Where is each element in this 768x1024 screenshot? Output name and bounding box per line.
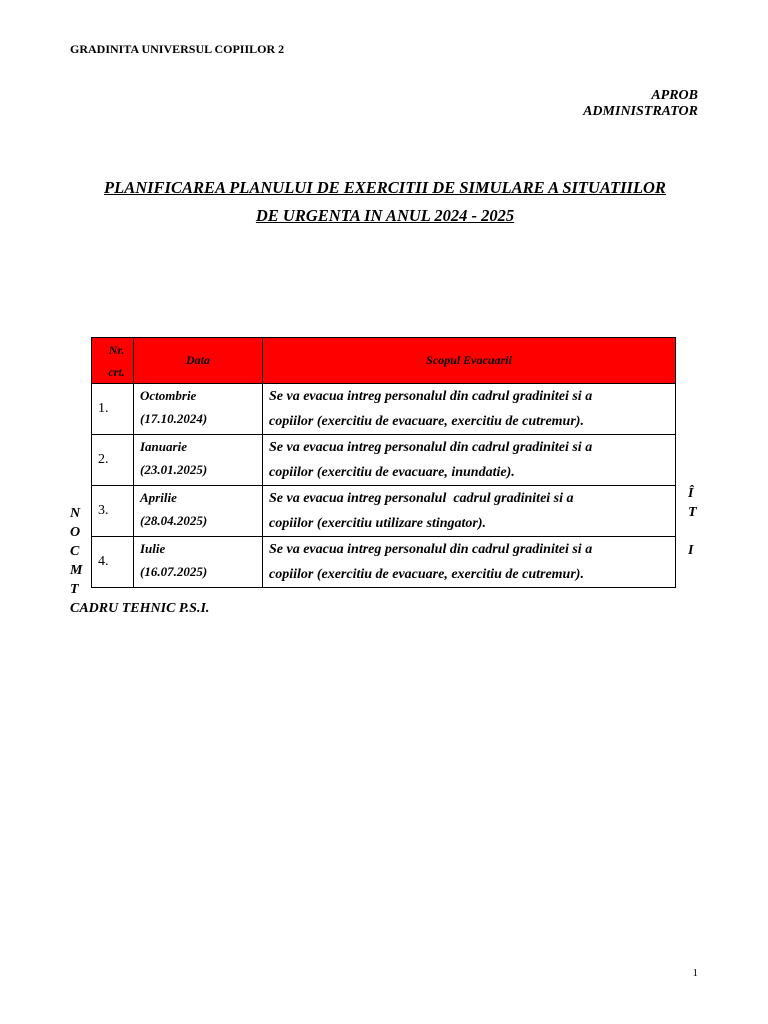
margin-letter: M: [70, 563, 83, 578]
margin-letter: O: [70, 525, 81, 540]
row-month: Octombrie: [140, 388, 197, 403]
margin-letter: T: [70, 582, 79, 597]
table-row: [92, 486, 676, 537]
row-date-value: (28.04.2025): [140, 513, 208, 528]
row-date-value: (17.10.2024): [140, 411, 208, 426]
row-date-value: (23.01.2025): [140, 462, 208, 477]
exercise-plan-table: [91, 337, 676, 588]
row-number: 1.: [92, 384, 134, 435]
row-date: [134, 384, 263, 435]
row-number: 4.: [92, 537, 134, 588]
row-scope-line2: copiilor (exercitiu de evacuare, exercitiu de cutremur).: [269, 414, 584, 429]
approver-role: ADMINISTRATOR: [583, 104, 698, 119]
margin-letter: I: [688, 543, 694, 558]
table-row: [92, 537, 676, 588]
margin-letter: C: [70, 544, 80, 559]
table-row: [92, 384, 676, 435]
row-month: Iulie: [140, 541, 166, 556]
header-scope: Scopul Evacuarii: [263, 338, 676, 384]
margin-note-right: [688, 484, 702, 560]
header-nr: [92, 338, 134, 384]
page-number: 1: [692, 967, 698, 979]
header-date: Data: [134, 338, 263, 384]
row-scope-line1: Se va evacua intreg personalul din cadrul gradinitei si a: [269, 440, 593, 455]
institution-name: GRADINITA UNIVERSUL COPIILOR 2: [70, 42, 285, 56]
table-row: [92, 435, 676, 486]
row-scope-line1: Se va evacua intreg personalul cadrul gradinitei si a: [269, 491, 574, 506]
row-month: Aprilie: [140, 490, 177, 505]
approval-label: APROB: [651, 88, 698, 103]
row-scope-line1: Se va evacua intreg personalul din cadrul gradinitei si a: [269, 389, 593, 404]
margin-letter: Î: [688, 486, 694, 501]
signature-role: CADRU TEHNIC P.S.I.: [70, 601, 210, 616]
row-scope-line2: copiilor (exercitiu de evacuare, inundatie).: [269, 465, 515, 480]
margin-letter: [688, 522, 702, 541]
header-nr-line1: Nr.: [108, 342, 125, 357]
margin-note-left: [70, 504, 84, 599]
row-scope-line1: Se va evacua intreg personalul din cadrul gradinitei si a: [269, 542, 593, 557]
document-title: [60, 174, 710, 230]
row-number: 2.: [92, 435, 134, 486]
row-scope-line2: copiilor (exercitiu de evacuare, exercitiu de cutremur).: [269, 567, 584, 582]
row-scope: [263, 384, 676, 435]
row-date-value: (16.07.2025): [140, 564, 208, 579]
row-scope: [263, 435, 676, 486]
row-scope: [263, 486, 676, 537]
title-line-1: PLANIFICAREA PLANULUI DE EXERCITII DE SIMULARE A SITUATIILOR: [104, 178, 666, 197]
header-nr-line2: crt.: [108, 364, 125, 379]
row-scope: [263, 537, 676, 588]
row-date: [134, 537, 263, 588]
row-date: [134, 435, 263, 486]
row-number: 3.: [92, 486, 134, 537]
row-month: Ianuarie: [140, 439, 187, 454]
margin-letter: N: [70, 506, 81, 521]
approval-block: [583, 88, 698, 120]
title-line-2: DE URGENTA IN ANUL 2024 - 2025: [255, 206, 515, 225]
row-scope-line2: copiilor (exercitiu utilizare stingator).: [269, 516, 487, 531]
table-header-row: [92, 338, 676, 384]
margin-letter: T: [688, 505, 697, 520]
row-date: [134, 486, 263, 537]
